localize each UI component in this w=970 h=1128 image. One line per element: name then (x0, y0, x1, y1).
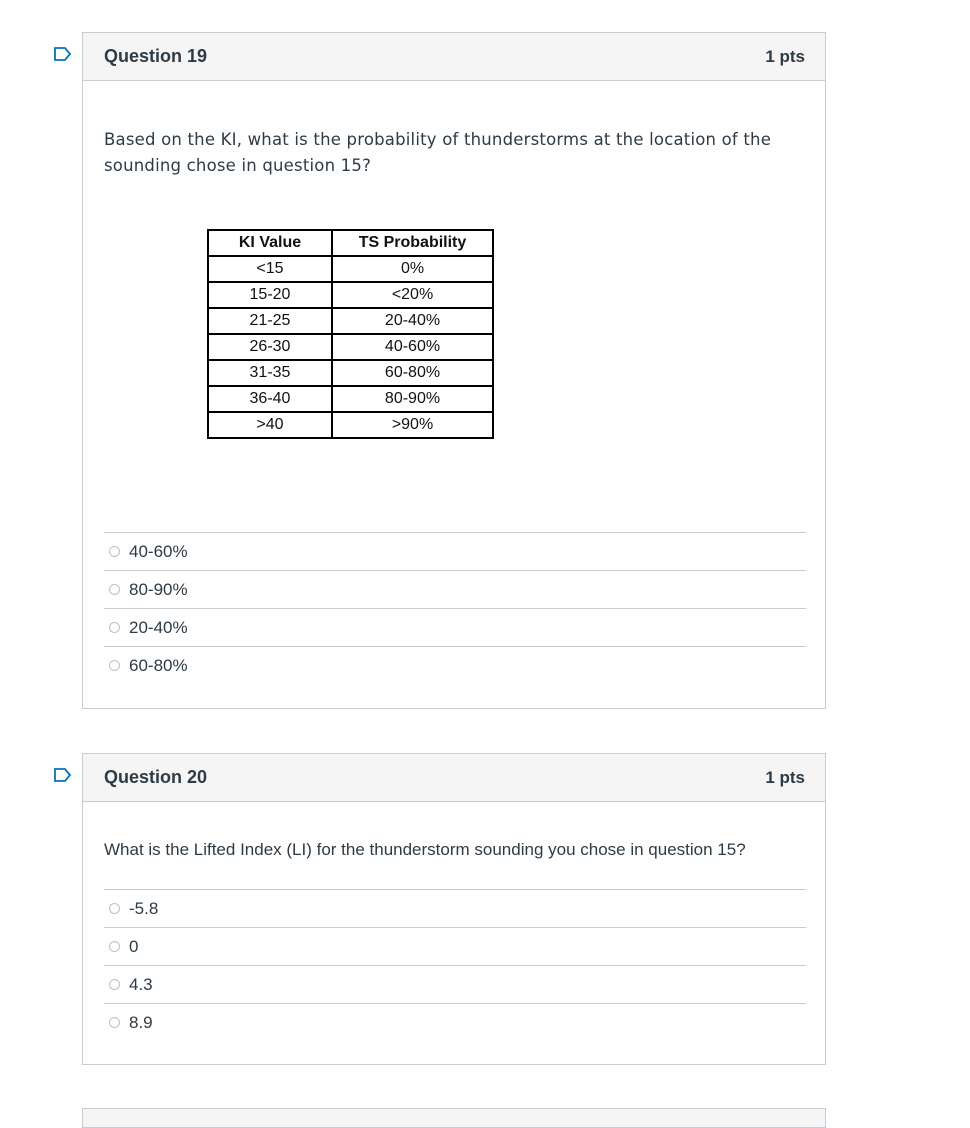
question-title: Question 20 (104, 767, 208, 787)
table-cell: <20% (332, 282, 493, 308)
answer-label: 40-60% (129, 541, 188, 561)
radio-button[interactable] (109, 622, 120, 633)
answer-list (104, 532, 806, 684)
table-cell: <15 (208, 256, 332, 282)
table-cell: 26-30 (208, 334, 332, 360)
question-19 (82, 32, 826, 709)
table-cell: >90% (332, 412, 493, 438)
answer-label: 0 (129, 936, 139, 956)
answer-label: 8.9 (129, 1012, 153, 1032)
question-20 (82, 753, 826, 1065)
question-header (83, 754, 825, 802)
table-header-cell: TS Probability (332, 230, 493, 256)
table-row (208, 412, 493, 438)
radio-button[interactable] (109, 941, 120, 952)
table-cell: 21-25 (208, 308, 332, 334)
question-header (83, 33, 825, 81)
table-row (208, 386, 493, 412)
table-row (208, 282, 493, 308)
question-text: Based on the KI, what is the probability of thunderstorms at the location of the sounding chose in question 15? (104, 130, 772, 175)
radio-button[interactable] (109, 546, 120, 557)
table-cell: 15-20 (208, 282, 332, 308)
table-row (208, 360, 493, 386)
table-header-row (208, 230, 493, 256)
table-cell: 40-60% (332, 334, 493, 360)
table-row (208, 334, 493, 360)
answer-label: 60-80% (129, 655, 188, 675)
question-title: Question 19 (104, 46, 208, 66)
table-row (208, 256, 493, 282)
table-cell: >40 (208, 412, 332, 438)
flag-question-icon[interactable] (54, 47, 72, 61)
table-cell: 20-40% (332, 308, 493, 334)
table-cell: 0% (332, 256, 493, 282)
answer-option[interactable] (104, 965, 806, 1003)
table-row (208, 308, 493, 334)
table-cell: 31-35 (208, 360, 332, 386)
question-text: What is the Lifted Index (LI) for the thunderstorm sounding you chose in question 15? (104, 840, 746, 859)
next-question-card-edge (82, 1108, 826, 1128)
answer-label: -5.8 (129, 898, 159, 918)
answer-option[interactable] (104, 532, 806, 570)
radio-button[interactable] (109, 903, 120, 914)
table-header-cell: KI Value (208, 230, 332, 256)
answer-option[interactable] (104, 889, 806, 927)
table-cell: 80-90% (332, 386, 493, 412)
answer-option[interactable] (104, 608, 806, 646)
answer-label: 20-40% (129, 617, 188, 637)
radio-button[interactable] (109, 660, 120, 671)
radio-button[interactable] (109, 584, 120, 595)
ki-probability-table (207, 229, 494, 439)
answer-label: 4.3 (129, 974, 153, 994)
answer-option[interactable] (104, 1003, 806, 1041)
radio-button[interactable] (109, 979, 120, 990)
answer-option[interactable] (104, 646, 806, 684)
table-cell: 36-40 (208, 386, 332, 412)
radio-button[interactable] (109, 1017, 120, 1028)
question-points: 1 pts (765, 46, 805, 66)
answer-label: 80-90% (129, 579, 188, 599)
answer-option[interactable] (104, 927, 806, 965)
question-points: 1 pts (765, 767, 805, 787)
answer-list (104, 889, 806, 1041)
flag-question-icon[interactable] (54, 768, 72, 782)
table-cell: 60-80% (332, 360, 493, 386)
answer-option[interactable] (104, 570, 806, 608)
